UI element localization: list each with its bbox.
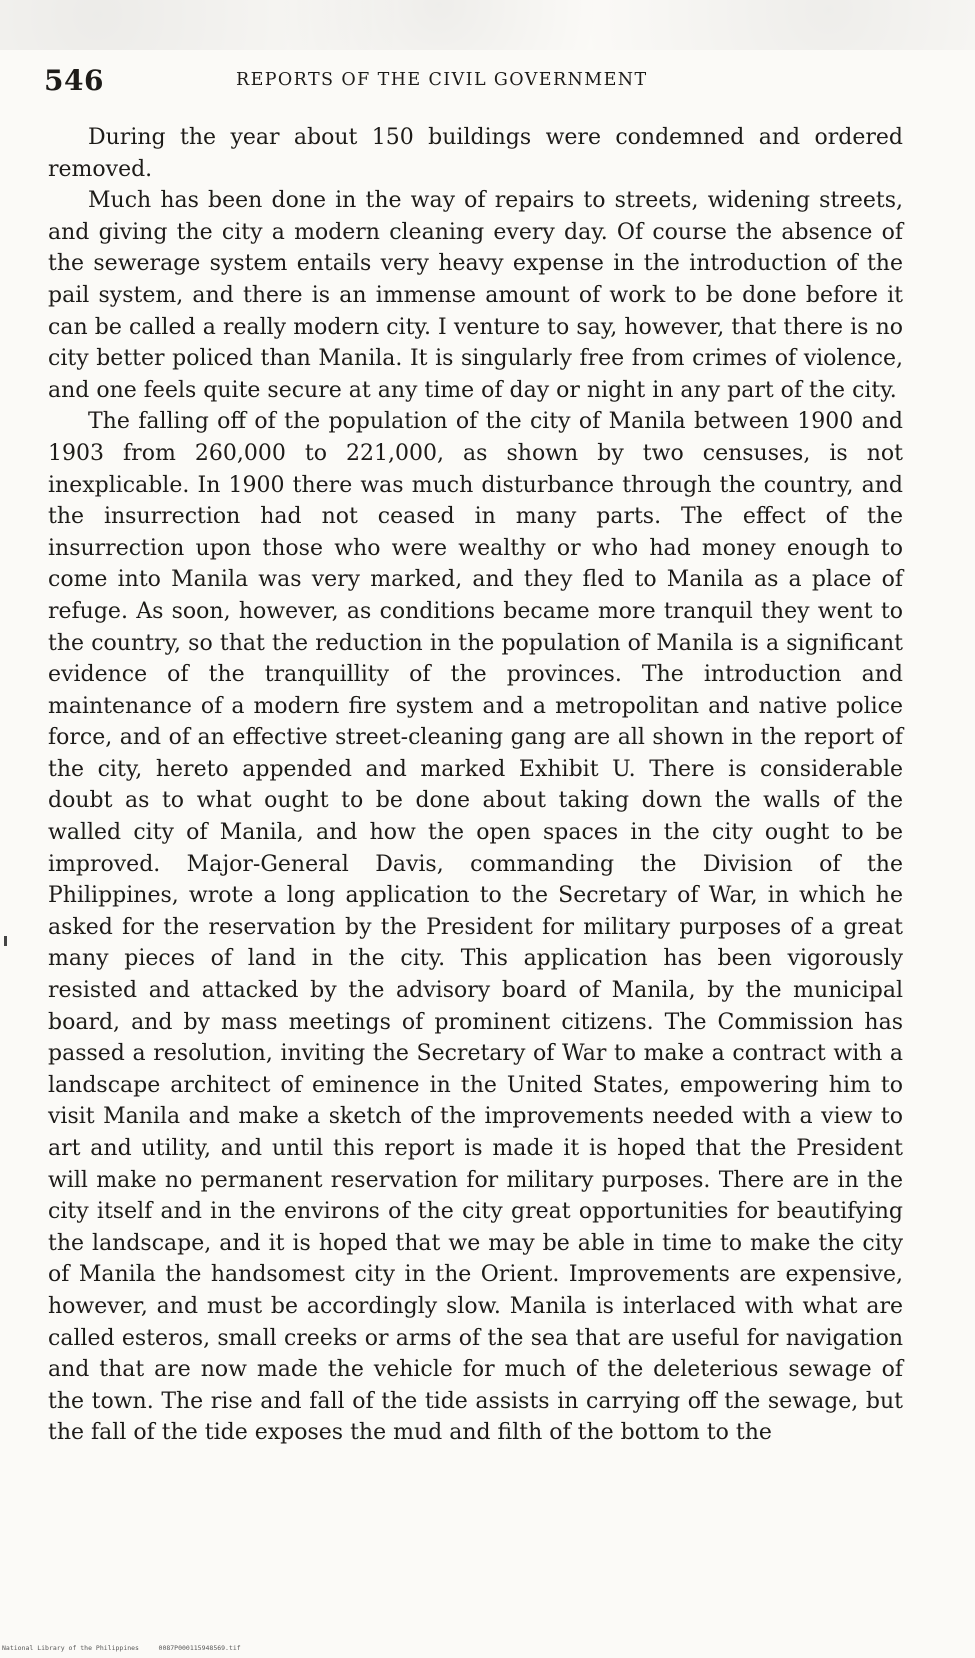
paragraph: During the year about 150 buildings were condemned and ordered removed.: [48, 125, 903, 182]
body-text: [48, 122, 903, 1449]
paragraph: The falling off of the population of the city of Manila between 1900 and 1903 from 260,000 to 221,000, as shown by two censuses, is not inexplicable. In 1900 there was much disturbance through the country, and the insurrection had not ceased in many parts. The effect of the insurrection upon those who were wealthy or who had money enough to come into Manila was very marked, and they fled to Manila as a place of refuge. As soon, however, as conditions became more tranquil they went to the country, so that the reduction in the population of Manila is a significant evidence of the tranquillity of the provinces. The introduction and maintenance of a modern fire system and a metropolitan and native police force, and of an effective street-cleaning gang are all shown in the report of the city, hereto appended and marked Exhibit U. There is considerable doubt as to what ought to be done about taking down the walls of the walled city of Manila, and how the open spaces in the city ought to be improved. Major-General Davis, commanding the Division of the Philippines, wrote a long application to the Secretary of War, in which he asked for the reservation by the President for military purposes of a great many pieces of land in the city. This application has been vigorously resisted and attacked by the advisory board of Manila, by the municipal board, and by mass meetings of prominent citizens. The Commission has passed a resolution, inviting the Secretary of War to make a contract with a landscape architect of eminence in the United States, empowering him to visit Manila and make a sketch of the improvements needed with a view to art and utility, and until this report is made it is hoped that the President will make no permanent reservation for military purposes. There are in the city itself and in the environs of the city great opportunities for beautifying the landscape, and it is hoped that we may be able in time to make the city of Manila the handsomest city in the Orient. Improvements are expensive, however, and must be accordingly slow. Manila is interlaced with what are called esteros, small creeks or arms of the sea that are useful for navigation and that are now made the vehicle for much of the deleterious sewage of the town. The rise and fall of the tide assists in carrying off the sewage, but the fall of the tide exposes the mud and filth of the bottom to the: [48, 409, 903, 1446]
paragraph: Much has been done in the way of repairs to streets, widening streets, and giving the city a modern cleaning every day. Of course the absence of the sewerage system entails very heavy expense in the introduction of the pail system, and there is an immense amount of work to be done before it can be called a really modern city. I venture to say, however, that there is no city better policed than Manila. It is singularly free from crimes of violence, and one feels quite secure at any time of day or night in any part of the city.: [48, 188, 903, 403]
page-number: 546: [44, 64, 104, 97]
margin-mark: [4, 936, 7, 946]
scan-noise: [0, 0, 975, 50]
scan-stamp: National Library of the Philippines 0087P000115948569.tif: [2, 1644, 241, 1652]
running-title: REPORTS OF THE CIVIL GOVERNMENT: [236, 70, 648, 90]
